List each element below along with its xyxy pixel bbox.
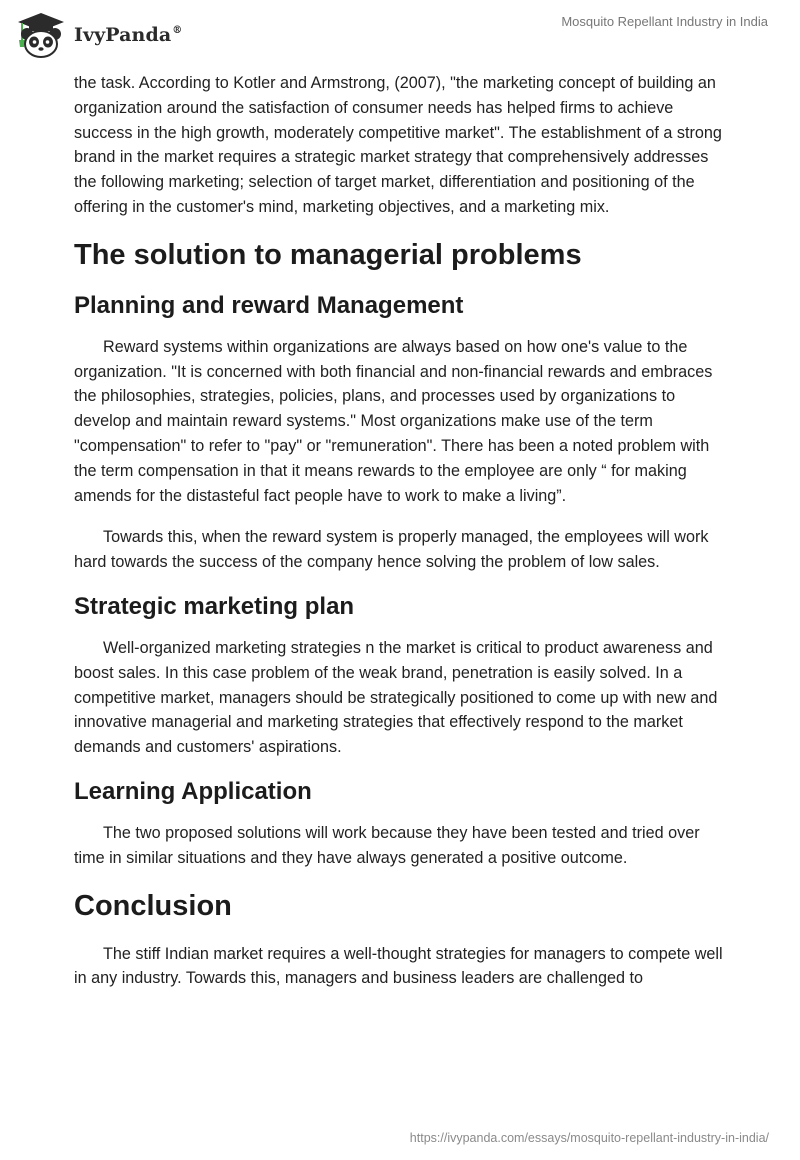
section-heading-conclusion: Conclusion: [74, 889, 232, 922]
registered-mark: ®: [172, 25, 183, 36]
subsection-heading-learning: Learning Application: [74, 777, 312, 805]
document-title: Mosquito Repellant Industry in India: [561, 14, 768, 29]
source-url-link[interactable]: https://ivypanda.com/essays/mosquito-repellant-industry-in-india/: [409, 1131, 769, 1145]
intro-paragraph: the task. According to Kotler and Armstrong, (2007), "the marketing concept of building an organization around the satisfaction of consumer needs has helped firms to achieve success in the high growth, moderately competitive market". The establishment of a strong brand in the market requires a strategic market strategy that comprehensively addresses the following marketing; selection of target market, differentiation and positioning of the offering in the customer's mind, marketing objectives, and a marketing mix.: [74, 74, 722, 216]
subsection-heading-strategic: Strategic marketing plan: [74, 592, 355, 620]
ivypanda-logo-link[interactable]: [14, 10, 182, 60]
planning-paragraph-1: Reward systems within organizations are always based on how one's value to the organization. "It is concerned with both financial and non-financial rewards and embraces the philosophies, strategies, policies, plans, and processes used by organizations to develop and maintain reward systems." Most organizations make use of the term "compensation" to refer to "pay" or "remuneration". There has been a noted problem with the term compensation in that it means rewards to the employee are only “ for making amends for the distasteful fact people have to work to make a living”.: [74, 337, 713, 505]
strategic-paragraph: Well-organized marketing strategies n the market is critical to product awareness and boost sales. In this case problem of the weak brand, penetration is easily solved. In a competitive market, managers should be strategically positioned to come up with new and innovative managerial and marketing strategies that effectively respond to the market demands and customers' aspirations.: [74, 638, 718, 757]
planning-paragraph-2: Towards this, when the reward system is properly managed, the employees will work hard towards the success of the company hence solving the problem of low sales.: [74, 528, 709, 572]
subsection-heading-planning: Planning and reward Management: [74, 291, 464, 319]
section-heading-solution: The solution to managerial problems: [74, 238, 582, 271]
learning-paragraph: The two proposed solutions will work because they have been tested and tried over time in similar situations and they have always generated a positive outcome.: [74, 823, 700, 867]
conclusion-paragraph: The stiff Indian market requires a well-thought strategies for managers to compete well in any industry. Towards this, managers and business leaders are challenged to: [74, 944, 723, 988]
panda-graduation-cap-icon: [14, 10, 68, 60]
article-body: [74, 71, 734, 1008]
page-header: [0, 0, 800, 72]
brand-name: IvyPanda®: [74, 24, 183, 46]
